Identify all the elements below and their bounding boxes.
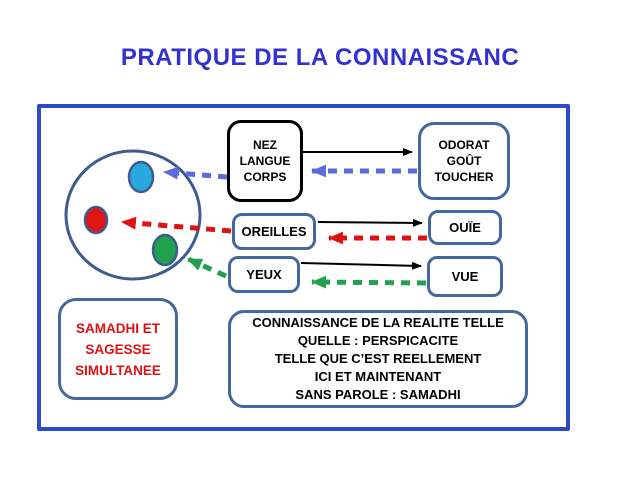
box-line: ODORAT xyxy=(438,138,490,152)
box-nez-langue-corps xyxy=(227,120,303,202)
box-line: YEUX xyxy=(246,267,282,282)
box-line: CONNAISSANCE DE LA REALITE TELLE xyxy=(252,315,504,330)
box-line: QUELLE : PERSPICACITE xyxy=(297,333,459,348)
box-yeux xyxy=(228,256,300,293)
box-line: SIMULTANEE xyxy=(75,362,161,378)
box-line: SANS PAROLE : SAMADHI xyxy=(295,387,461,402)
box-line: CORPS xyxy=(243,170,287,184)
box-line: ICI ET MAINTENANT xyxy=(314,369,442,384)
box-line: NEZ xyxy=(253,138,277,152)
box-samadhi-sagesse xyxy=(58,298,178,400)
box-line: TELLE QUE C’EST REELLEMENT xyxy=(274,351,482,366)
box-line: GOÛT xyxy=(446,154,482,168)
box-line: VUE xyxy=(451,269,479,284)
box-oreilles xyxy=(232,213,316,250)
box-ouie xyxy=(428,210,502,245)
box-line: SAMADHI ET xyxy=(76,320,160,336)
box-line: OUÏE xyxy=(449,220,481,235)
box-connaissance xyxy=(228,310,528,408)
page-title: PRATIQUE DE LA CONNAISSANC xyxy=(120,44,520,71)
box-odorat-gout-toucher xyxy=(418,122,510,200)
box-line: OREILLES xyxy=(241,224,307,239)
box-line: LANGUE xyxy=(239,154,291,168)
box-line: SAGESSE xyxy=(85,341,151,357)
box-line: TOUCHER xyxy=(434,170,494,184)
box-vue xyxy=(427,256,503,297)
